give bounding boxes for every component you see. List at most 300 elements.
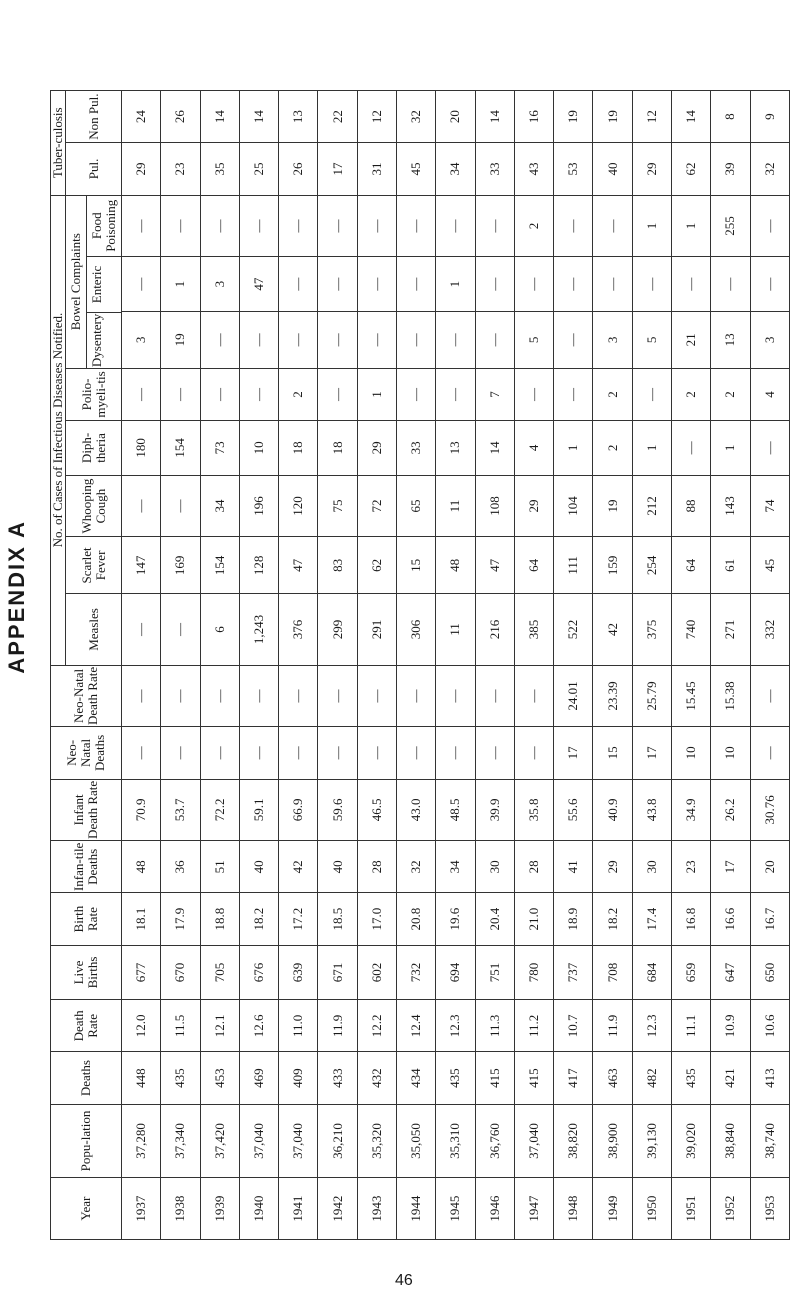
cell-population: 37,280 (122, 1104, 161, 1178)
cell-birth-rate: 17.4 (632, 893, 671, 945)
cell-live-births: 670 (161, 945, 200, 1000)
cell-non-pul: 14 (671, 91, 710, 143)
cell-neonatal-deaths: — (396, 727, 435, 779)
col-death-rate: Death Rate (51, 1000, 122, 1052)
cell-deaths: 435 (671, 1052, 710, 1104)
cell-infantile-deaths: 30 (632, 841, 671, 893)
cell-enteric: 3 (200, 257, 239, 312)
col-measles: Measles (66, 594, 122, 665)
cell-birth-rate: 17.9 (161, 893, 200, 945)
cell-population: 38,820 (554, 1104, 593, 1178)
group-bowel-header: Bowel Complaints (66, 196, 87, 368)
cell-birth-rate: 20.8 (396, 893, 435, 945)
col-dysentery: Dysentery (87, 312, 121, 368)
cell-dysentery: — (396, 311, 435, 368)
cell-year: 1942 (318, 1178, 357, 1240)
cell-non-pul: 20 (436, 91, 475, 143)
group-tuberculosis-header: Tuber-culosis (51, 91, 66, 196)
cell-birth-rate: 18.5 (318, 893, 357, 945)
cell-neonatal-deaths: — (318, 727, 357, 779)
cell-neonatal-death-rate: — (750, 665, 790, 727)
cell-population: 39,130 (632, 1104, 671, 1178)
cell-dysentery: — (318, 311, 357, 368)
cell-death-rate: 10.7 (554, 1000, 593, 1052)
cell-neonatal-deaths: — (200, 727, 239, 779)
cell-deaths: 421 (711, 1052, 750, 1104)
cell-deaths: 409 (279, 1052, 318, 1104)
cell-neonatal-deaths: — (514, 727, 553, 779)
cell-pul: 25 (239, 143, 278, 195)
cell-neonatal-death-rate: — (161, 665, 200, 727)
cell-enteric: — (671, 257, 710, 312)
cell-diphtheria: 1 (632, 421, 671, 476)
cell-neonatal-death-rate: — (396, 665, 435, 727)
table-row (200, 91, 239, 1240)
cell-pul: 32 (750, 143, 790, 195)
cell-food-poisoning: — (750, 195, 790, 257)
cell-birth-rate: 18.8 (200, 893, 239, 945)
cell-food-poisoning: — (200, 195, 239, 257)
cell-whooping-cough: 72 (357, 475, 396, 537)
cell-death-rate: 11.1 (671, 1000, 710, 1052)
cell-population: 38,740 (750, 1104, 790, 1178)
table-row (161, 91, 200, 1240)
cell-whooping-cough: 29 (514, 475, 553, 537)
cell-enteric: 47 (239, 257, 278, 312)
cell-scarlet-fever: 83 (318, 537, 357, 594)
cell-food-poisoning: — (593, 195, 632, 257)
cell-birth-rate: 19.6 (436, 893, 475, 945)
cell-non-pul: 9 (750, 91, 790, 143)
cell-population: 37,040 (239, 1104, 278, 1178)
cell-birth-rate: 16.6 (711, 893, 750, 945)
cell-diphtheria: 1 (554, 421, 593, 476)
cell-neonatal-deaths: — (475, 727, 514, 779)
cell-non-pul: 19 (554, 91, 593, 143)
cell-neonatal-death-rate: — (514, 665, 553, 727)
cell-measles: 299 (318, 594, 357, 665)
cell-year: 1950 (632, 1178, 671, 1240)
cell-neonatal-death-rate: — (475, 665, 514, 727)
cell-infantile-deaths: 51 (200, 841, 239, 893)
cell-deaths: 453 (200, 1052, 239, 1104)
cell-pul: 31 (357, 143, 396, 195)
cell-dysentery: 21 (671, 311, 710, 368)
cell-enteric: — (554, 257, 593, 312)
col-neonatal-death-rate: Neo-Natal Death Rate (51, 665, 122, 727)
cell-food-poisoning: — (357, 195, 396, 257)
col-deaths: Deaths (51, 1052, 122, 1104)
cell-polio: — (514, 368, 553, 420)
cell-diphtheria: 18 (279, 421, 318, 476)
cell-year: 1953 (750, 1178, 790, 1240)
cell-live-births: 676 (239, 945, 278, 1000)
col-year: Year (51, 1178, 122, 1240)
cell-birth-rate: 16.8 (671, 893, 710, 945)
cell-measles: 522 (554, 594, 593, 665)
cell-death-rate: 12.2 (357, 1000, 396, 1052)
cell-pul: 17 (318, 143, 357, 195)
cell-infant-death-rate: 59.6 (318, 779, 357, 841)
cell-measles: 271 (711, 594, 750, 665)
cell-food-poisoning: — (475, 195, 514, 257)
cell-diphtheria: 73 (200, 421, 239, 476)
cell-infantile-deaths: 23 (671, 841, 710, 893)
cell-infantile-deaths: 36 (161, 841, 200, 893)
table-row (750, 91, 790, 1240)
cell-death-rate: 11.5 (161, 1000, 200, 1052)
cell-diphtheria: — (671, 421, 710, 476)
cell-measles: — (122, 594, 161, 665)
cell-neonatal-deaths: — (750, 727, 790, 779)
cell-infantile-deaths: 40 (318, 841, 357, 893)
cell-scarlet-fever: 111 (554, 537, 593, 594)
cell-year: 1944 (396, 1178, 435, 1240)
cell-non-pul: 14 (200, 91, 239, 143)
cell-infantile-deaths: 42 (279, 841, 318, 893)
cell-deaths: 448 (122, 1052, 161, 1104)
cell-deaths: 463 (593, 1052, 632, 1104)
cell-food-poisoning: — (239, 195, 278, 257)
cell-infantile-deaths: 34 (436, 841, 475, 893)
cell-diphtheria: 10 (239, 421, 278, 476)
cell-year: 1945 (436, 1178, 475, 1240)
cell-food-poisoning: 255 (711, 195, 750, 257)
col-enteric: Enteric (87, 256, 121, 312)
cell-neonatal-death-rate: — (122, 665, 161, 727)
cell-infant-death-rate: 35.8 (514, 779, 553, 841)
cell-deaths: 417 (554, 1052, 593, 1104)
cell-infantile-deaths: 17 (711, 841, 750, 893)
cell-measles: 740 (671, 594, 710, 665)
cell-food-poisoning: — (554, 195, 593, 257)
cell-neonatal-deaths: 17 (554, 727, 593, 779)
col-diphtheria: Diph-theria (66, 421, 122, 476)
cell-year: 1937 (122, 1178, 161, 1240)
cell-deaths: 415 (475, 1052, 514, 1104)
cell-infant-death-rate: 43.0 (396, 779, 435, 841)
cell-non-pul: 14 (475, 91, 514, 143)
cell-polio: 2 (593, 368, 632, 420)
cell-food-poisoning: 1 (671, 195, 710, 257)
cell-polio: 2 (671, 368, 710, 420)
cell-live-births: 647 (711, 945, 750, 1000)
col-live-births: Live Births (51, 945, 122, 1000)
cell-death-rate: 12.3 (436, 1000, 475, 1052)
table-row (632, 91, 671, 1240)
cell-scarlet-fever: 128 (239, 537, 278, 594)
cell-birth-rate: 17.0 (357, 893, 396, 945)
cell-measles: 11 (436, 594, 475, 665)
cell-neonatal-death-rate: 15.38 (711, 665, 750, 727)
cell-polio: — (318, 368, 357, 420)
cell-infant-death-rate: 66.9 (279, 779, 318, 841)
cell-measles: 376 (279, 594, 318, 665)
cell-scarlet-fever: 147 (122, 537, 161, 594)
cell-diphtheria: 33 (396, 421, 435, 476)
cell-live-births: 671 (318, 945, 357, 1000)
col-polio: Polio-myeli-tis (66, 368, 122, 420)
cell-death-rate: 11.9 (318, 1000, 357, 1052)
cell-population: 35,050 (396, 1104, 435, 1178)
table-row (122, 91, 161, 1240)
cell-whooping-cough: 143 (711, 475, 750, 537)
cell-deaths: 435 (161, 1052, 200, 1104)
cell-measles: 291 (357, 594, 396, 665)
cell-birth-rate: 16.7 (750, 893, 790, 945)
table-row (475, 91, 514, 1240)
cell-neonatal-death-rate: 23.39 (593, 665, 632, 727)
cell-enteric: — (318, 257, 357, 312)
cell-death-rate: 12.1 (200, 1000, 239, 1052)
cell-scarlet-fever: 159 (593, 537, 632, 594)
cell-death-rate: 10.6 (750, 1000, 790, 1052)
cell-food-poisoning: 1 (632, 195, 671, 257)
col-birth-rate: Birth Rate (51, 893, 122, 945)
table-row (711, 91, 750, 1240)
cell-whooping-cough: 88 (671, 475, 710, 537)
cell-pul: 33 (475, 143, 514, 195)
cell-enteric: 1 (436, 257, 475, 312)
cell-scarlet-fever: 45 (750, 537, 790, 594)
cell-neonatal-death-rate: 25.79 (632, 665, 671, 727)
cell-live-births: 751 (475, 945, 514, 1000)
cell-population: 35,320 (357, 1104, 396, 1178)
cell-scarlet-fever: 64 (514, 537, 553, 594)
cell-whooping-cough: 120 (279, 475, 318, 537)
cell-enteric: — (357, 257, 396, 312)
col-infant-death-rate: Infant Death Rate (51, 779, 122, 841)
cell-infant-death-rate: 70.9 (122, 779, 161, 841)
cell-dysentery: — (200, 311, 239, 368)
cell-neonatal-deaths: 17 (632, 727, 671, 779)
table-row (436, 91, 475, 1240)
cell-measles: — (161, 594, 200, 665)
cell-whooping-cough: 74 (750, 475, 790, 537)
cell-deaths: 482 (632, 1052, 671, 1104)
cell-deaths: 432 (357, 1052, 396, 1104)
cell-measles: 216 (475, 594, 514, 665)
cell-non-pul: 14 (239, 91, 278, 143)
cell-year: 1938 (161, 1178, 200, 1240)
cell-death-rate: 10.9 (711, 1000, 750, 1052)
cell-dysentery: — (554, 311, 593, 368)
cell-whooping-cough: — (161, 475, 200, 537)
cell-infant-death-rate: 40.9 (593, 779, 632, 841)
cell-year: 1947 (514, 1178, 553, 1240)
cell-neonatal-death-rate: — (357, 665, 396, 727)
cell-neonatal-deaths: — (436, 727, 475, 779)
cell-infantile-deaths: 41 (554, 841, 593, 893)
cell-birth-rate: 18.1 (122, 893, 161, 945)
cell-whooping-cough: 212 (632, 475, 671, 537)
cell-neonatal-death-rate: — (239, 665, 278, 727)
cell-non-pul: 19 (593, 91, 632, 143)
cell-dysentery: — (279, 311, 318, 368)
table-row (318, 91, 357, 1240)
cell-infantile-deaths: 28 (514, 841, 553, 893)
cell-death-rate: 11.9 (593, 1000, 632, 1052)
cell-pul: 34 (436, 143, 475, 195)
cell-diphtheria: 29 (357, 421, 396, 476)
cell-pul: 43 (514, 143, 553, 195)
cell-death-rate: 12.4 (396, 1000, 435, 1052)
cell-measles: 375 (632, 594, 671, 665)
cell-population: 39,020 (671, 1104, 710, 1178)
cell-scarlet-fever: 61 (711, 537, 750, 594)
col-neonatal-deaths: Neo-Natal Deaths (51, 727, 122, 779)
cell-live-births: 780 (514, 945, 553, 1000)
group-infectious-header: No. of Cases of Infectious Diseases Notified. (51, 195, 66, 665)
cell-death-rate: 11.3 (475, 1000, 514, 1052)
cell-population: 37,420 (200, 1104, 239, 1178)
cell-polio: — (200, 368, 239, 420)
table-row (593, 91, 632, 1240)
cell-diphtheria: 180 (122, 421, 161, 476)
cell-infant-death-rate: 43.8 (632, 779, 671, 841)
cell-infantile-deaths: 40 (239, 841, 278, 893)
cell-dysentery: — (475, 311, 514, 368)
cell-year: 1949 (593, 1178, 632, 1240)
col-tb-non-pulmonary: Non Pul. (66, 91, 122, 143)
cell-enteric: — (122, 257, 161, 312)
cell-pul: 26 (279, 143, 318, 195)
cell-birth-rate: 21.0 (514, 893, 553, 945)
cell-live-births: 708 (593, 945, 632, 1000)
col-infantile-deaths: Infan-tile Deaths (51, 841, 122, 893)
table-row (279, 91, 318, 1240)
cell-non-pul: 22 (318, 91, 357, 143)
appendix-label: APPENDIX A (4, 520, 29, 674)
cell-diphtheria: 1 (711, 421, 750, 476)
cell-live-births: 694 (436, 945, 475, 1000)
cell-infantile-deaths: 30 (475, 841, 514, 893)
cell-population: 35,310 (436, 1104, 475, 1178)
cell-whooping-cough: 75 (318, 475, 357, 537)
cell-polio: 2 (279, 368, 318, 420)
cell-enteric: — (514, 257, 553, 312)
cell-pul: 62 (671, 143, 710, 195)
cell-dysentery: 5 (632, 311, 671, 368)
cell-death-rate: 11.2 (514, 1000, 553, 1052)
cell-year: 1946 (475, 1178, 514, 1240)
cell-whooping-cough: 19 (593, 475, 632, 537)
cell-diphtheria: 18 (318, 421, 357, 476)
cell-food-poisoning: — (279, 195, 318, 257)
cell-scarlet-fever: 47 (279, 537, 318, 594)
cell-whooping-cough: — (122, 475, 161, 537)
cell-population: 37,340 (161, 1104, 200, 1178)
cell-live-births: 737 (554, 945, 593, 1000)
cell-polio: 7 (475, 368, 514, 420)
cell-enteric: — (750, 257, 790, 312)
cell-pul: 29 (632, 143, 671, 195)
cell-dysentery: 3 (750, 311, 790, 368)
cell-population: 38,900 (593, 1104, 632, 1178)
table-body (122, 91, 790, 1240)
cell-birth-rate: 18.9 (554, 893, 593, 945)
cell-live-births: 705 (200, 945, 239, 1000)
cell-neonatal-deaths: — (122, 727, 161, 779)
cell-polio: — (632, 368, 671, 420)
cell-infantile-deaths: 20 (750, 841, 790, 893)
cell-year: 1948 (554, 1178, 593, 1240)
cell-deaths: 435 (436, 1052, 475, 1104)
cell-pul: 45 (396, 143, 435, 195)
cell-neonatal-deaths: — (279, 727, 318, 779)
cell-deaths: 413 (750, 1052, 790, 1104)
cell-population: 36,210 (318, 1104, 357, 1178)
cell-infantile-deaths: 48 (122, 841, 161, 893)
cell-dysentery: 19 (161, 311, 200, 368)
cell-dysentery: 3 (593, 311, 632, 368)
table-row (554, 91, 593, 1240)
cell-birth-rate: 20.4 (475, 893, 514, 945)
cell-live-births: 677 (122, 945, 161, 1000)
cell-measles: 6 (200, 594, 239, 665)
cell-polio: — (554, 368, 593, 420)
cell-neonatal-deaths: 10 (671, 727, 710, 779)
cell-scarlet-fever: 154 (200, 537, 239, 594)
cell-infant-death-rate: 59.1 (239, 779, 278, 841)
cell-infant-death-rate: 48.5 (436, 779, 475, 841)
cell-scarlet-fever: 64 (671, 537, 710, 594)
cell-diphtheria: 154 (161, 421, 200, 476)
cell-whooping-cough: 11 (436, 475, 475, 537)
col-food-poisoning: Food Poisoning (89, 199, 118, 252)
cell-live-births: 684 (632, 945, 671, 1000)
cell-enteric: 1 (161, 257, 200, 312)
cell-enteric: — (593, 257, 632, 312)
cell-whooping-cough: 34 (200, 475, 239, 537)
cell-non-pul: 8 (711, 91, 750, 143)
cell-scarlet-fever: 15 (396, 537, 435, 594)
cell-infant-death-rate: 46.5 (357, 779, 396, 841)
cell-dysentery: — (436, 311, 475, 368)
cell-death-rate: 11.0 (279, 1000, 318, 1052)
cell-polio: — (396, 368, 435, 420)
table-row (357, 91, 396, 1240)
cell-dysentery: 13 (711, 311, 750, 368)
cell-infant-death-rate: 39.9 (475, 779, 514, 841)
cell-pul: 29 (122, 143, 161, 195)
cell-measles: 306 (396, 594, 435, 665)
cell-non-pul: 26 (161, 91, 200, 143)
cell-scarlet-fever: 48 (436, 537, 475, 594)
cell-birth-rate: 17.2 (279, 893, 318, 945)
cell-whooping-cough: 65 (396, 475, 435, 537)
cell-population: 37,040 (279, 1104, 318, 1178)
col-whooping-cough: Whooping Cough (66, 475, 122, 537)
cell-measles: 1,243 (239, 594, 278, 665)
cell-non-pul: 12 (357, 91, 396, 143)
cell-death-rate: 12.3 (632, 1000, 671, 1052)
cell-food-poisoning: — (122, 195, 161, 257)
cell-pul: 23 (161, 143, 200, 195)
cell-infant-death-rate: 26.2 (711, 779, 750, 841)
cell-infant-death-rate: 53.7 (161, 779, 200, 841)
cell-enteric: — (396, 257, 435, 312)
cell-birth-rate: 18.2 (593, 893, 632, 945)
cell-food-poisoning: — (396, 195, 435, 257)
cell-whooping-cough: 108 (475, 475, 514, 537)
cell-live-births: 639 (279, 945, 318, 1000)
cell-population: 37,040 (514, 1104, 553, 1178)
cell-polio: 1 (357, 368, 396, 420)
rotated-table-area (50, 90, 790, 1240)
cell-pul: 53 (554, 143, 593, 195)
cell-enteric: — (632, 257, 671, 312)
